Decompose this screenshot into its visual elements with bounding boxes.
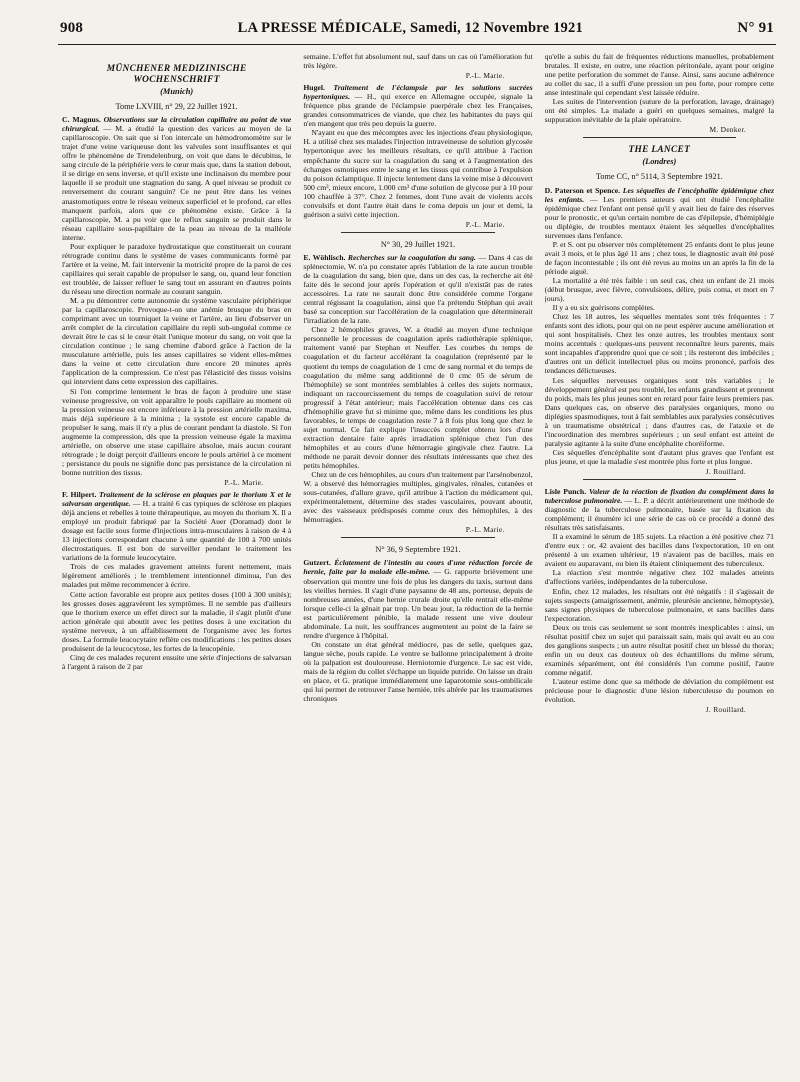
article-hugel: [303, 83, 532, 229]
journal-city: (Londres): [642, 157, 677, 167]
issue-number: N° 91: [737, 20, 774, 36]
article-text: — H. a traité 6 cas typiques de sclérose en plaques déjà anciens et rebelles à toute thérapeutique, au moyen du thorium X. Il a employé un produit fabriqué par la Société Auer (Doramad) dont le dosage est facile sous forme d'injections intra-musculaires à raison de 4 à 13 injections correspondant chacune à une quantité de 100 à 700 unités électrostatiques. Il est bon de surveiller pendant le traitement les variations de la formule leucocytaire.: [62, 499, 292, 563]
journal-city: (Munich): [160, 87, 194, 96]
article-hilpert: [62, 490, 291, 671]
article-paragraph: Pour expliquer le paradoxe hydrostatique que constituerait un courant rétrograde continu dans le système de vases communicants formé par l'artère et la veine, M. fait intervenir la motricité propre de la paroi de ces capillaires qui serait capable de propulser le sang, ou, quand leur fonction est troublée, de laisser refluer le sang tout en assurant en d'autres points du réseau une direction normale au courant sanguin.: [62, 241, 292, 296]
article-paragraph: Cette action favorable est propre aux petites doses (100 à 300 unités); les grosses doses aggravèrent les symptômes. Il ne semble pas d'ailleurs que le thorium exerce un effet direct sur la maladie, il s'agit plutôt d'une action générale qui aboutit avec les petites doses à une excitation du système nerveux, à un affaiblissement de l'organisme avec les fortes doses. La formule leucocytaire reflète ces modifications : les petites doses produisent de la leucocytose, les fortes de la leucopénie.: [62, 589, 292, 653]
article-paragraph: La réaction s'est montrée négative chez 102 malades atteints d'affections variées, indépendantes de la tuberculose.: [544, 568, 774, 587]
article-title: Valeur de la réaction de fixation du complément dans la tuberculose pulmonaire.: [544, 487, 774, 506]
article-paragraph: [62, 490, 291, 562]
article-author: Lisle Punch.: [544, 487, 587, 497]
journal-name-line-1: MÜNCHENER MEDIZINISCHE: [106, 64, 247, 74]
article-paragraph: [303, 558, 532, 639]
article-magnus: [62, 115, 291, 487]
article-paragraph: [545, 186, 774, 240]
article-signature: J. Rouillard.: [705, 466, 746, 476]
article-paragraph: [62, 115, 291, 242]
article-title: Éclatement de l'intestin au cours d'une réduction forcée de hernie, faite par la malade elle-même.: [303, 558, 533, 577]
article-paragraph: [545, 487, 774, 532]
article-author: C. Magnus.: [62, 115, 101, 125]
article-author: F. Hilpert.: [62, 490, 97, 500]
article-text: — Dans 4 cas de splénectomie, W. n'a pu constater après l'ablation de la rate aucun trouble de la coagulation du sang, bien que, dans un des cas, la recherche ait été faite dès le second jour après l'opération et qu'il n'existât pas de rates accessoires. La rate ne saurait donc être considérée comme l'organe central régissant la coagulation, ainsi que l'a prétendu Stéphan qui avait basé sa conception sur l'accélération de la coagulation que déterminerait l'irradiation de la rate.: [303, 252, 533, 326]
article-title: Recherches sur la coagulation du sang.: [347, 252, 476, 262]
article-signature: P.-L. Marie.: [465, 525, 505, 535]
article-paragraph: Trois de ces malades gravement atteints furent nettement, mais légèrement améliorés ; le tremblement intentionnel diminua, l'un des malades put même recommencer à écrire.: [62, 562, 292, 590]
article-paragraph: Chez les 18 autres, les séquelles mentales sont très fréquentes : 7 enfants sont des idiots, pour qui on ne peut espérer aucune amélioration et qui sont hospitalisés. Chez les onze autres, les troubles mentaux sont moins accentués : quelques-uns peuvent reconnaître leurs parents, mais sont incapables d'apprendre quoi que ce soit ; ils resteront des imbéciles ; d'autres ont un déficit intellectuel plus ou moins prononcé, parfois des tendances délictueuses.: [544, 312, 774, 376]
article-paragraph: Les suites de l'intervention (suture de la perforation, lavage, drainage) ont été simples. La malade a guéri en quelques semaines, malgré la suppuration inévitable de la plaie opératoire.: [544, 97, 774, 125]
issue-line: N° 36, 9 Septembre 1921.: [375, 545, 461, 555]
article-gutzert: [303, 558, 532, 703]
article-signature: P.-L. Marie.: [224, 477, 264, 487]
article-title: Les séquelles de l'encéphalite épidémique chez les enfants.: [544, 185, 774, 204]
article-title: Traitement de l'éclampsie par les solutions sucrées hypertoniques.: [303, 83, 533, 102]
article-signature: P.-L. Marie.: [465, 219, 505, 229]
section-divider: [583, 137, 736, 138]
article-author: Hugel.: [303, 83, 325, 93]
issue-line: N° 30, 29 Juillet 1921.: [380, 239, 456, 249]
column-1: [62, 52, 291, 1064]
section-divider: [341, 232, 494, 233]
section-divider: [583, 479, 736, 480]
article-paragraph: Chez un de ces hémophiles, au cours d'un traitement par l'arsénobenzol, W. a observé des hémorragies multiples, gingivales, rénales, cutanées et sous-cutanées, d'allure grave, qu'il attribue à l'action du médicament qui, expérimentalement, détermine des stades vasculaires, pouvant aboutir, avec des vaisseaux prédisposés comme ceux des hémophiles, à des hémorragies.: [303, 470, 533, 525]
article-text: — Les premiers auteurs qui ont étudié l'encéphalite épidémique chez l'enfant ont pensé qu'il y avait lieu de faire des réserves pour le pronostic, et qu'un certain nombre de cas d'épilepsie, d'hémiplégie ou diplégie, de troubles mentaux étaient les séquelles d'encéphalites survenues dans l'enfance.: [544, 194, 774, 240]
text-columns: [62, 52, 774, 1064]
journal-name: THE LANCET: [628, 145, 691, 156]
article-paragraph: qu'elle a subis du fait de fréquentes réductions manuelles, probablement brutales. Il existe, en outre, une réaction péritonéale, ayant pour origine une petite perforation du sommet de l'anse. Ainsi, sans aucune adhérence au collet du sac, il a suffi d'une pression un peu forte, pour rompre cette anse intestinale qui cependant s'est laissée réduire.: [544, 52, 774, 98]
article-paragraph: [303, 253, 532, 325]
article-paterson-spence: [545, 186, 774, 477]
journal-name-line-2: WOCHENSCHRIFT: [133, 75, 220, 85]
article-signature: M. Denker.: [709, 125, 746, 135]
page-number: 908: [60, 20, 84, 36]
article-title: Observations sur la circulation capillaire au point de vue chirurgical.: [62, 115, 292, 134]
tome-line: Tome LXVIII, n° 29, 22 Juillet 1921.: [115, 102, 238, 112]
column-3: [545, 52, 774, 1064]
tome-line: Tome CC, n° 5114, 3 Septembre 1921.: [595, 172, 723, 182]
article-author: Gutzert.: [303, 558, 331, 568]
article-paragraph: Les séquelles nerveuses organiques sont très variables ; le développement général est peu troublé, les enfants grandissent et prennent du poids, mais les plus jeunes sont en retard pour faire leurs premiers pas. Dans quelques cas, on observe des paralysies organiques, mono ou diplégies spasmodiques, tout à fait semblables aux paralysies consécutives à un traumatisme obstétrical ; dans d'autres cas, de l'ataxie et de l'incoordination des membres supérieurs ; un seul enfant est atteint de paralysie agitante à la suite d'une encéphalite choréiforme.: [544, 375, 774, 448]
header-rule: [58, 44, 776, 45]
journal-name: [62, 64, 291, 86]
article-paragraph: Cinq de ces malades reçurent ensuite une série d'injections de salvarsan à l'argent à raison de 2 par: [62, 652, 292, 671]
article-text: — G. rapporte brièvement une observation qui montre une fois de plus les dangers du taxis, surtout dans les vieilles hernies. Il s'agit d'une paysanne de 48 ans, porteuse, depuis de nombreuses années, d'une hernie crurale droite qu'elle rentrait elle-même lorsque celle-ci la gênait par trop. Un beau jour, la réduction de la hernie est particulièrement pénible, la malade ressent une vive douleur abdominale. La nuit, les souffrances augmentent au point de la faire se rendre d'urgence à l'hôpital.: [303, 567, 533, 640]
article-text: — L. P. a décrit antérieurement une méthode de diagnostic de la tuberculose pulmonaire, basée sur la fixation du complément; il énumère ici une série de cas où ce procédé a donné des résultats très satisfaisants.: [544, 496, 774, 533]
column-2: [303, 52, 532, 1064]
article-signature: J. Rouillard.: [705, 705, 746, 715]
article-paragraph: On constate un état général médiocre, pas de selle, quelques gaz, langue sèche, pouls rapide. Le ventre se ballonne principalement à droite où la palpation est douloureuse. Herniotomie d'urgence. Le sac est vide, mais de la région du collet s'échappe un liquide putride. On laisse un drain en place, et G. pratique immédiatement une laparotomie sous-ombilicale qui lui permet de retrouver l'anse herniée, très altérée par les traumatismes chroniques: [303, 639, 533, 704]
article-paragraph: semaine. L'effet fut absolument nul, sauf dans un cas où l'amélioration fut très légère.: [303, 52, 533, 71]
article-text: — H., qui exerce en Allemagne occupée, signale la fréquence plus grande de l'éclampsie puerpérale chez les Françaises, grandes consommatrices de viande, que chez les habitantes du pays qui n'en mangent que très peu depuis la guerre.: [303, 92, 533, 129]
article-lisle-punch: [545, 487, 774, 714]
article-paragraph: N'ayant eu que des mécomptes avec les injections d'eau physiologique, H. a utilisé chez ses malades l'injection intraveineuse de solution glycosée hypertonique avec les meilleurs résultats, ce qu'il attribue à l'action empêchante du sucre sur la coagulation du sang et à l'augmentation des échanges osmotiques entre le sang et les tissus qui contribue à l'expulsion du poison éclamptique. Il injecte lentement dans la veine mise à découvert 500 cm³, mieux encore, 1.000 cm³ d'une solution de glycose pur à 10 pour 100 chauffée à 37°. Chez 2 femmes, dont l'une avait de violents accès convulsifs et dont l'autre était dans le coma depuis un jour et demi, la guérison a suivi cette injection.: [303, 128, 533, 219]
article-signature: P.-L. Marie.: [465, 71, 505, 81]
article-paragraph: P. et S. ont pu observer très complètement 25 enfants dont le plus jeune avait 3 mois, et le plus âgé 11 ans ; chez tous, le diagnostic avait été posé de façon incontestable ; ils ont été revus au moins un an après la fin de la période aiguë.: [544, 239, 774, 276]
article-paragraph: Il a examiné le sérum de 185 sujets. La réaction a été positive chez 71 d'entre eux : or, 42 avaient des bacilles dans l'expectoration, 10 en ont présenté à un examen ultérieur, 19 n'avaient pas de bacilles, mais en avaient eu auparavant, ou bien ils étaient cliniquement des tuberculeux.: [544, 532, 774, 569]
article-paragraph: Ces séquelles d'encéphalite sont d'autant plus graves que l'enfant est plus jeune, et que la maladie s'est montrée plus forte et plus longue.: [544, 447, 774, 466]
article-paragraph: La mortalité a été très faible : un seul cas, chez un enfant de 21 mois (début brusque, avec fièvre, convulsions, délire, puis coma, et mort en 7 jours).: [544, 275, 774, 304]
page-header: [60, 20, 774, 42]
article-paragraph: Chez 2 hémophiles graves, W. a étudié au moyen d'une technique personnelle le processus de coagulation après radiothérapie splénique, traitement vanté par Stephan et Neuffer. Les courbes du temps de coagulation et du facteur accélérant la coagulation (représenté par le quotient du temps de coagulation de 1 cmc de sang normal et du temps de coagulation du même sang additionné de 0 cmc 05 de sérum de l'hémophile) se sont montrées semblables à celles des sujets normaux, indiquant un raccourcissement du temps de coagulation suivi de retour progressif à l'état antérieur; mais l'accélération obtenue dans ces cas d'hémophilie grave fut si minime que, même dans les conditions les plus favorables, le temps de coagulation reste 7 à 8 fois plus long que chez le sujet normal. Ce fait explique l'insuccès complet obtenu lors d'une extraction dentaire faite après irradiation splénique chez l'un des hémophiles et au cours d'une hémorragie gingivale chez l'autre. La méthode ne parait devoir donner des résultats intéressants que chez des petits hémophiles.: [303, 325, 533, 471]
article-paragraph: M. a pu démontrer cette autonomie du système vasculaire périphérique par la capillaroscopie. Provoque-t-on une anémie brusque du bras en comprimant avec un tourniquet la veine et l'artère, au lieu d'observer un arrêt complet de la circulation capillaire du repli sub-unguéal comme ce devrait être le cas si le cœur était l'unique moteur du sang, on voit que la circulation continue ; le sang chemine d'abord grâce à l'action de la musculature artérielle, puis les anses capillaires se vident elles-mêmes dans la veine et cette circulation dure encore 20 minutes après l'application de la compression. Ce n'est pas l'élasticité des tissus voisins qui intervient dans cette expression des capillaires.: [62, 296, 292, 387]
article-author: D. Paterson et Spence.: [544, 185, 621, 195]
article-paragraph: [303, 83, 532, 128]
article-paragraph: Il y a eu six guérisons complètes.: [552, 303, 655, 313]
running-title: LA PRESSE MÉDICALE, Samedi, 12 Novembre 1921: [237, 20, 583, 36]
section-divider: [341, 537, 494, 538]
article-wohlisch: [303, 253, 532, 534]
article-paragraph: Enfin, chez 12 malades, les résultats ont été négatifs : il s'agissait de sujets suspects (amaigrissement, anémie, pleurésie ancienne, hémoptysie), sans signes physiques de tuberculose pulmonaire, et sans bacilles dans l'expectoration.: [544, 586, 774, 623]
article-title: Traitement de la sclérose en plaques par le thorium X et le salvarsan argentique.: [62, 490, 292, 509]
article-text: — M. a étudié la question des varices au moyen de la capillaroscopie. On sait que si l'on intercale un hémodromomètre sur le trajet d'une veine variqueuse dont les valvules sont insuffisantes et qui offre le phénomène de Trendelenburg, on voit que dans le décubitus, le sang circule de la périphérie vers le cœur mais que, dans la station debout, il se dirige en sens inverse, et qu'il existe une inclinaison du membre pour laquelle il se produit une stagnation du sang. A quel niveau se produit ce renversement du courant sanguin? Ce ne peut être dans les veines anastomotiques entre le réseau veineux superficiel et le profond, car elles manquent parfois, alors que ce phénomène existe. Grâce à la capillaroscopie, M. a pu voir que le reflux sanguin se produit dans le réseau capillaire sous-papillaire de la peau au niveau de la malléole interne.: [62, 124, 292, 242]
article-paragraph: Si l'on comprime lentement le bras de façon à produire une stase veineuse progressive, on voit apparaître le pouls capillaire au moment où la pression veineuse est encore inférieure à la pression artérielle maxima, mais déjà supérieure à la minima ; la systole est encore capable de propulser le sang, mais il n'y a plus de courant pendant la diastole. Si l'on augmente la compression, dès que la pression veineuse égale la maxima artérielle, on observe une stase capillaire absolue, mais aucun courant rétrograde ; le doigt perçoit d'ailleurs encore le pouls artériel à ce moment ; persistance du pouls ne signifie donc pas persistance de la circulation ni bonne nutrition des tissus.: [62, 386, 292, 477]
article-paragraph: Deux ou trois cas seulement se sont montrés inexplicables : ainsi, un résultat positif chez un sujet qui paraissait sain, mais qui avait eu au cou des ganglions suspects ; un autre résultat positif chez un blessé du thorax; enfin un ou deux cas douteux où des échantillons du même sérum, examinés séparément, ont été considérés l'un comme positif, l'autre comme négatif.: [544, 622, 774, 677]
article-paragraph: L'auteur estime donc que sa méthode de déviation du complément est précieuse pour le diagnostic d'une lésion tuberculeuse du poumon en évolution.: [544, 677, 774, 705]
article-author: E. Wöhlisch.: [303, 252, 346, 262]
